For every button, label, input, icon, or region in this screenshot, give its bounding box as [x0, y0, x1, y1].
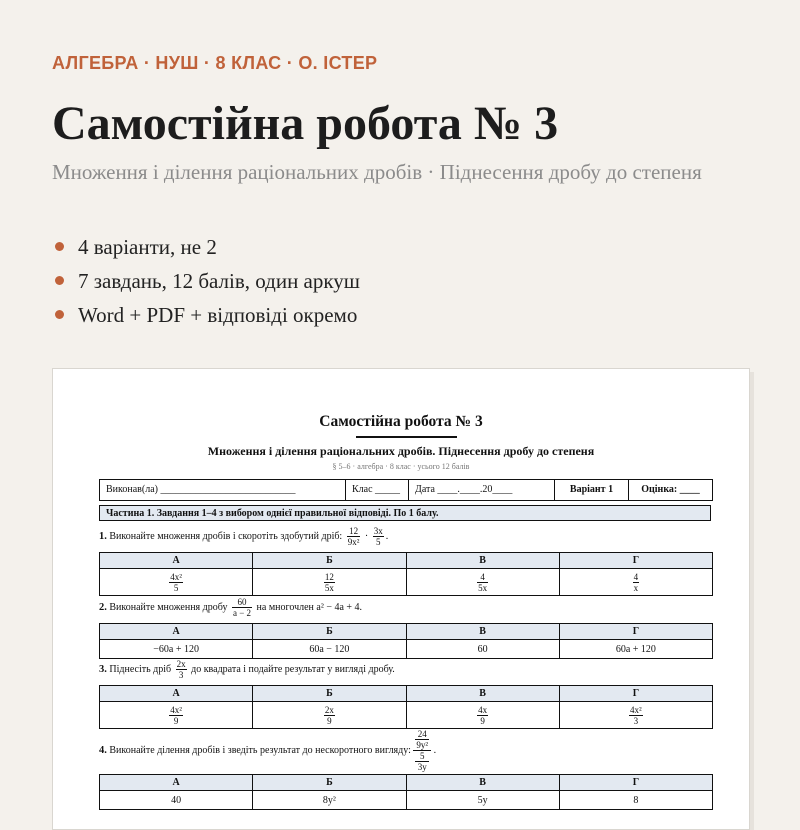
page-subtitle: Множення і ділення раціональних дробів · Піднесення дробу до степеня — [52, 160, 702, 184]
grade-field: Оцінка: ____ — [628, 480, 712, 500]
answer-table-1: А Б В Г $\frac{\text{4x²}}{5}$ $\frac{12}{5x}$ $\frac{4}{5x}$ $\frac{4}{x}$ — [99, 552, 713, 596]
fraction: $\frac{12}{\text{9x²}}$ — [347, 526, 360, 547]
worksheet-meta: § 5–6 · алгебра · 8 клас · усього 12 балів — [332, 462, 470, 471]
feature-list — [52, 230, 360, 332]
feature-item — [52, 298, 360, 332]
class-field: Клас _____ — [345, 480, 408, 500]
feature-text: 4 варіанти, не 2 — [78, 235, 217, 259]
answer-option-a: $\frac{\text{4x²}}{9}$ — [100, 702, 253, 729]
feature-text: Word + PDF + відповіді окремо — [78, 303, 358, 327]
answer-option-c: 60 — [406, 640, 559, 659]
question-2: 2. Виконайте множення дробу $\frac{60}{a - 2}$ на многочлен a² − 4a + 4. — [99, 597, 363, 618]
feature-text: 7 завдань, 12 балів, один аркуш — [78, 269, 360, 293]
answer-option-a: −60a + 120 — [100, 640, 253, 659]
answer-table-2: А Б В Г −60a + 120 60a − 120 60 60a + 120 — [99, 623, 713, 659]
part-1-header: Частина 1. Завдання 1–4 з вибором однієї правильної відповіді. По 1 балу. — [99, 505, 711, 521]
fraction: $\frac{2x}{3}$ — [176, 659, 186, 680]
question-4: 4. Виконайте ділення дробів і зведіть результат до нескоротного вигляду: 24 9y² 5 3y . — [99, 729, 437, 772]
bullet-dot-icon — [55, 276, 64, 285]
answer-option-c: $\frac{4}{5x}$ — [406, 569, 559, 596]
feature-item — [52, 230, 360, 264]
variant-label: Варіант 1 — [554, 480, 628, 500]
answer-option-b: 60a − 120 — [253, 640, 406, 659]
answer-option-a: 40 — [100, 791, 253, 810]
answer-option-c: 5y — [406, 791, 559, 810]
complex-fraction: 24 9y² 5 3y — [413, 729, 431, 772]
bullet-dot-icon — [55, 242, 64, 251]
worksheet-title: Самостійна робота № 3 — [319, 413, 483, 430]
worksheet-preview — [52, 368, 750, 830]
student-info-row — [99, 479, 713, 501]
answer-option-a: $\frac{\text{4x²}}{5}$ — [100, 569, 253, 596]
subject-kicker: АЛГЕБРА · НУШ · 8 КЛАС · О. ІСТЕР — [52, 53, 378, 73]
student-name-field: Виконав(ла) ___________________________ — [106, 484, 296, 495]
answer-option-b: $\frac{12}{5x}$ — [253, 569, 406, 596]
answer-option-d: $\frac{\text{4x²}}{3}$ — [559, 702, 712, 729]
answer-option-d: $\frac{4}{x}$ — [559, 569, 712, 596]
answer-option-b: 8y² — [253, 791, 406, 810]
bullet-dot-icon — [55, 310, 64, 319]
page-title: Самостійна робота № 3 — [52, 97, 559, 150]
fraction: $\frac{60}{a - 2}$ — [232, 597, 252, 618]
question-1: 1. Виконайте множення дробів і скоротіть здобутий дріб: $\frac{12}{\text{9x²}}$ · $\frac{3x}{5}$ . — [99, 526, 389, 547]
title-underline — [356, 436, 457, 438]
answer-option-b: $\frac{2x}{9}$ — [253, 702, 406, 729]
answer-option-d: 8 — [559, 791, 712, 810]
answer-table-3: А Б В Г $\frac{\text{4x²}}{9}$ $\frac{2x}{9}$ $\frac{4x}{9}$ $\frac{\text{4x²}}{3}$ — [99, 685, 713, 729]
worksheet-subtitle: Множення і ділення раціональних дробів. Піднесення дробу до степеня — [207, 444, 595, 458]
answer-option-d: 60a + 120 — [559, 640, 712, 659]
fraction: $\frac{3x}{5}$ — [373, 526, 383, 547]
answer-table-4: А Б В Г 40 8y² 5y 8 — [99, 774, 713, 810]
date-field: Дата ____.____.20____ — [408, 480, 554, 500]
feature-item — [52, 264, 360, 298]
question-3: 3. Піднесіть дріб $\frac{2x}{3}$ до квадрата і подайте результат у вигляді дробу. — [99, 659, 395, 680]
answer-option-c: $\frac{4x}{9}$ — [406, 702, 559, 729]
